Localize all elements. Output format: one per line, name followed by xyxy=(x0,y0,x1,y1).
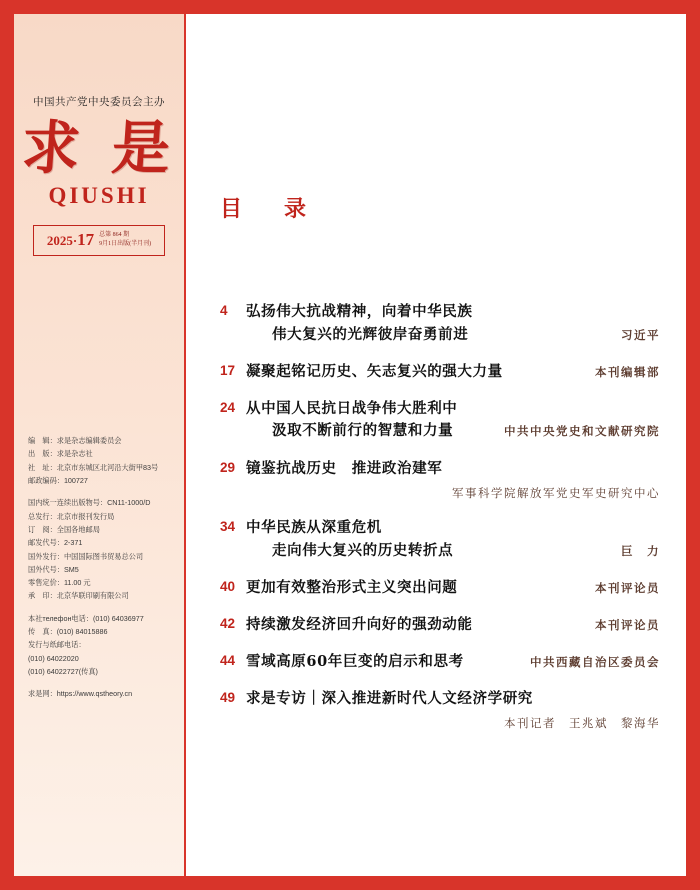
toc-author: 本刊评论员 xyxy=(595,618,660,633)
toc-entry[interactable] xyxy=(220,517,660,562)
toc-title-line-1-text: 凝聚起铭记历史、矢志复兴的强大力量 xyxy=(246,362,503,380)
toc-title-line-2-text: 走向伟大复兴的历史转折点 xyxy=(272,542,454,560)
imprint-block xyxy=(28,434,180,701)
toc-entry-body xyxy=(246,361,660,383)
contents-title: 目 录 xyxy=(220,196,317,222)
imprint-line: 国外发行：中国国际图书贸易总公司 xyxy=(28,551,144,561)
issue-badge xyxy=(33,225,165,256)
toc-title-line-1: 从中国人民抗日战争伟大胜利中 xyxy=(246,399,458,417)
imprint-line: 本社телефон电话：(010) 64036977 xyxy=(28,613,144,623)
cover-left-panel xyxy=(14,14,186,876)
toc-title-line-1 xyxy=(246,651,660,673)
toc-title-line-1-text: 雪域高原60年巨变的启示和思考 xyxy=(246,652,464,670)
toc-page-number: 44 xyxy=(220,652,236,668)
toc-title-line-1: 弘扬伟大抗战精神，向着中华民族 xyxy=(246,303,473,320)
toc-entry-body xyxy=(246,458,660,503)
toc-author: 本刊评论员 xyxy=(595,581,660,596)
toc-title-line-1-text: 持续激发经济回升向好的强劲动能 xyxy=(246,616,473,634)
toc-author: 中共中央党史和文献研究院 xyxy=(504,424,660,439)
toc-entry[interactable] xyxy=(220,398,660,443)
imprint-line: 编 辑：求是杂志编辑委员会 xyxy=(28,436,122,445)
toc-title-line-2-text: 伟大复兴的光辉彼岸奋勇前进 xyxy=(272,325,469,343)
magazine-logo-chinese: 求 是 xyxy=(19,114,179,182)
magazine-contents-page xyxy=(14,14,686,876)
imprint-line: 出 版：求是杂志社 xyxy=(28,449,93,459)
toc-entry-body xyxy=(246,688,660,733)
toc-entry-body xyxy=(246,614,660,636)
magazine-logo-english: QIUSHI xyxy=(48,183,150,208)
imprint-line: 订 阅：全国各地邮局 xyxy=(28,524,100,534)
toc-page-number: 34 xyxy=(220,519,236,535)
imprint-line: 发行与纸邮电话： xyxy=(28,640,86,650)
toc-author: 本刊编辑部 xyxy=(595,364,660,379)
sponsor-line: 中国共产党中央委员会主办 xyxy=(33,96,165,108)
imprint-line: 邮发代号：2-371 xyxy=(28,538,83,548)
toc-entry-body xyxy=(246,301,660,346)
issue-year: 2025 xyxy=(46,233,73,248)
toc-page-number: 42 xyxy=(220,616,236,632)
toc-entry[interactable] xyxy=(220,458,660,503)
toc-author: 军事科学院解放军党史军史研究中心 xyxy=(452,486,660,501)
imprint-line: 国内统一连续出版物号：CN11-1000/D xyxy=(28,498,151,508)
imprint-group-distribution xyxy=(28,496,180,603)
toc-page-number: 4 xyxy=(220,303,228,318)
toc-entry[interactable] xyxy=(220,651,660,673)
toc-entry[interactable] xyxy=(220,361,660,383)
contents-list xyxy=(220,301,660,732)
imprint-line: 承 印：北京华联印刷有限公司 xyxy=(28,591,129,601)
toc-title-line-2 xyxy=(246,539,660,562)
toc-entry-body xyxy=(246,651,660,673)
masthead xyxy=(14,14,184,256)
contents-panel xyxy=(186,14,686,876)
imprint-line: (010) 64022727(传真) xyxy=(28,667,98,676)
issue-meta xyxy=(99,231,151,248)
toc-page-number: 17 xyxy=(220,362,236,378)
toc-title-line-1 xyxy=(246,361,660,383)
imprint-line: 社 址：北京市东城区北河沿大街甲83号 xyxy=(28,462,159,472)
toc-page-number: 49 xyxy=(220,689,236,705)
toc-title-line-1-text: 更加有效整治形式主义突出问题 xyxy=(246,579,458,597)
imprint-line: 邮政编码：100727 xyxy=(28,475,88,485)
toc-entry-body xyxy=(246,577,660,599)
toc-title-line-1 xyxy=(246,614,660,636)
website-line: 求是网：https://www.qstheory.cn xyxy=(28,689,133,699)
toc-page-number: 24 xyxy=(220,399,236,415)
toc-page-number: 40 xyxy=(220,579,236,595)
toc-author: 习近平 xyxy=(621,327,660,342)
imprint-group-publisher xyxy=(28,434,180,487)
imprint-line: 传 真：(010) 84015886 xyxy=(28,627,108,637)
toc-entry[interactable] xyxy=(220,301,660,346)
toc-page-number: 29 xyxy=(220,459,236,475)
issue-number: 17 xyxy=(77,230,95,249)
toc-title-line-1 xyxy=(246,577,660,599)
issue-date: 9月1日出版(半月刊) xyxy=(99,241,152,247)
toc-author: 巨 力 xyxy=(621,544,660,559)
issue-number-line xyxy=(47,230,94,250)
imprint-line: 总发行：北京市报刊发行局 xyxy=(28,511,115,521)
toc-entry[interactable] xyxy=(220,577,660,599)
toc-title-line-2 xyxy=(246,419,660,442)
imprint-line: 零售定价：11.00 元 xyxy=(28,578,91,588)
imprint-group-contact xyxy=(28,612,180,679)
toc-title-line-2-text: 汲取不断前行的智慧和力量 xyxy=(272,422,454,440)
toc-entry[interactable] xyxy=(220,688,660,733)
toc-entry-body xyxy=(246,517,660,562)
imprint-line: (010) 64022020 xyxy=(28,653,79,663)
issue-total: 总第 864 期 xyxy=(99,232,130,239)
toc-author: 中共西藏自治区委员会 xyxy=(530,654,660,669)
toc-title-line-1: 求是专访｜深入推进新时代人文经济学研究 xyxy=(246,689,533,707)
toc-title-line-1: 中华民族从深重危机 xyxy=(246,519,382,537)
toc-author: 本刊记者 王兆斌 黎海华 xyxy=(504,716,660,731)
toc-author-block xyxy=(246,484,660,502)
toc-entry[interactable] xyxy=(220,614,660,636)
toc-entry-body xyxy=(246,398,660,443)
issue-separator: · xyxy=(72,233,78,248)
toc-title-line-1: 镜鉴抗战历史 推进政治建军 xyxy=(246,459,443,477)
toc-author-block xyxy=(246,714,660,732)
toc-title-line-2 xyxy=(246,323,660,346)
imprint-line: 国外代号：SM5 xyxy=(28,564,79,574)
